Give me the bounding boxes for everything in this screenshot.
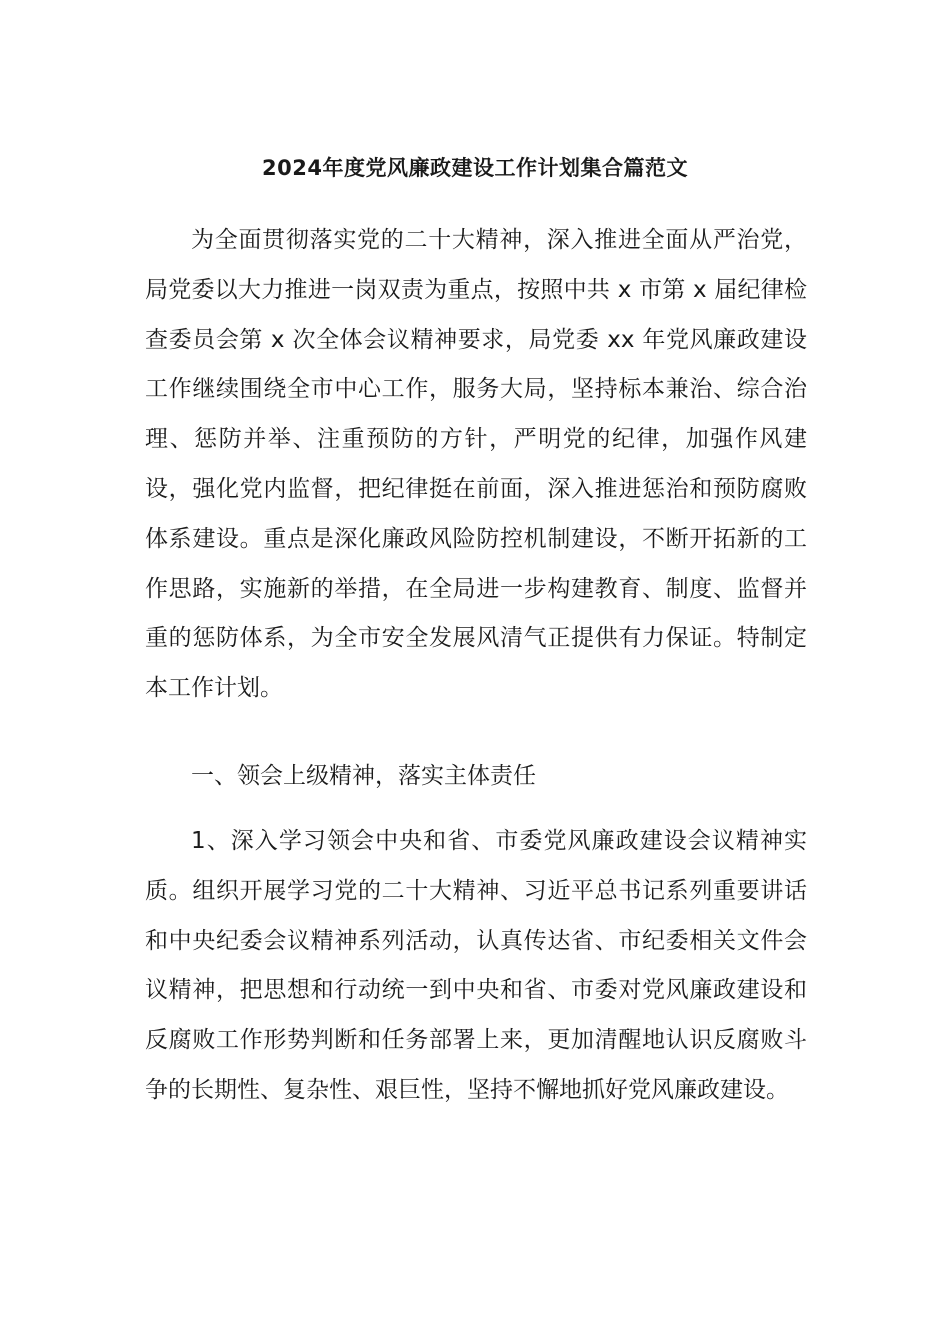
section-paragraph: 1、深入学习领会中央和省、市委党风廉政建设会议精神实质。组织开展学习党的二十大精神、习近平总书记系列重要讲话和中央纪委会议精神系列活动，认真传达省、市纪委相关文件会议精神，把思想和行动统一到中央和省、市委对党风廉政建设和反腐败工作形势判断和任务部署上来，更加清醒地认识反腐败斗争的长期性、复杂性、艰巨性，坚持不懈地抓好党风廉政建设。 [145, 828, 807, 1103]
section-heading: 一、领会上级精神，落实主体责任 [191, 763, 536, 789]
document-title: 2024年度党风廉政建设工作计划集合篇范文 [262, 156, 688, 181]
intro-paragraph: 为全面贯彻落实党的二十大精神，深入推进全面从严治党，局党委以大力推进一岗双责为重点，按照中共 x 市第 x 届纪律检查委员会第 x 次全体会议精神要求，局党委 xx 年党风廉政建设工作继续围绕全市中心工作，服务大局，坚持标本兼治、综合治理、惩防并举、注重预防的方针，严明党的纪律，加强作风建设，强化党内监督，把纪律挺在前面，深入推进惩治和预防腐败体系建设。重点是深化廉政风险防控机制建设，不断开拓新的工作思路，实施新的举措，在全局进一步构建教育、制度、监督并重的惩防体系，为全市安全发展风清气正提供有力保证。特制定本工作计划。 [145, 227, 807, 702]
